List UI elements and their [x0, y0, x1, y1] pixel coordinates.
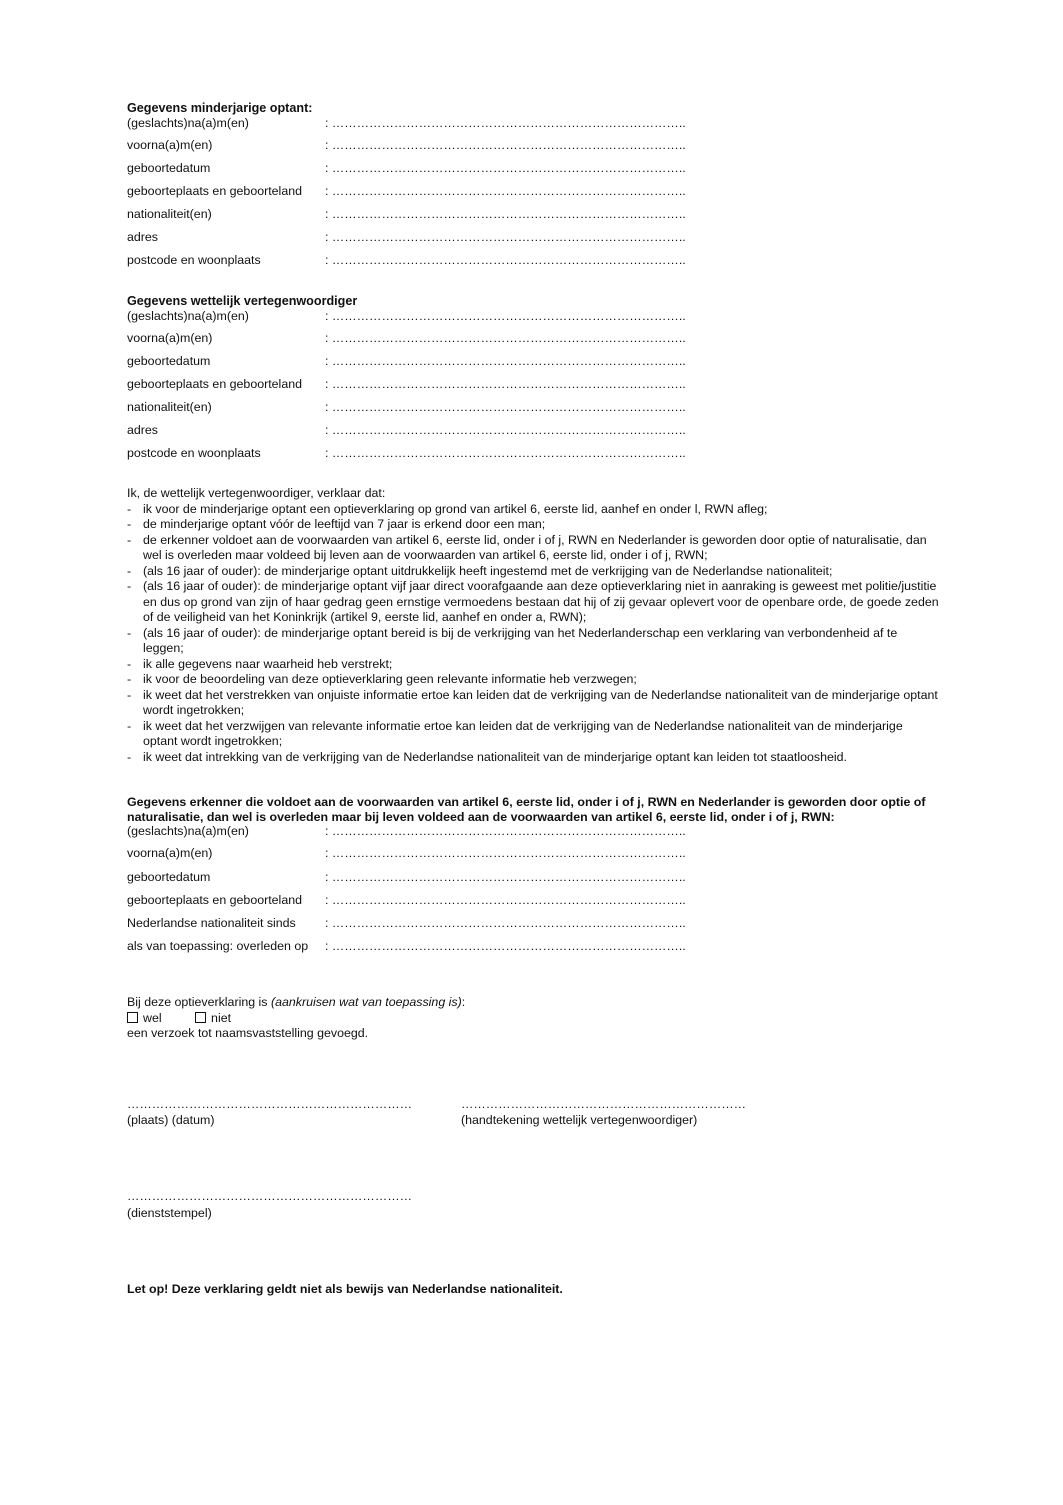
erk-field-firstnames[interactable]: [127, 846, 937, 869]
statement-item: - ik weet dat het verzwijgen van relevante informatie ertoe kan leiden dat de verkrijging van de Nederlandse nationaliteit van de minderjarige optant wordt ingetrokken;: [127, 719, 939, 750]
checkbox-wel-label: wel: [143, 1010, 162, 1025]
field-blank[interactable]: : …………………………………………………………………………..: [325, 138, 686, 152]
minor-field-firstnames[interactable]: [127, 138, 937, 161]
field-blank[interactable]: : …………………………………………………………………………..: [325, 869, 686, 884]
field-label: postcode en woonplaats: [127, 446, 261, 461]
minor-field-birthplace[interactable]: [127, 184, 937, 207]
statement-item: - ik voor de minderjarige optant een optieverklaring op grond van artikel 6, eerste lid, aanhef en onder l, RWN afleg;: [127, 502, 939, 518]
erk-field-deceased-on[interactable]: [127, 939, 937, 962]
place-date-signature-line[interactable]: ……………………………………………………………: [127, 1097, 412, 1111]
statement-item: - (als 16 jaar of ouder): de minderjarige optant vijf jaar direct voorafgaande aan deze optieverklaring niet in aanraking is geweest met politie/justitie en dus op grond van zijn of haar gedrag geen ernstige vermoedens bestaan dat hij of zij gevaar oplevert voor de openbare orde, de goede zeden of de veiligheid van het Koninkrijk (artikel 9, eerste lid, aanhef en onder a, RWN);: [127, 579, 939, 626]
statement-item: - ik alle gegevens naar waarheid heb verstrekt;: [127, 657, 939, 673]
field-blank[interactable]: : …………………………………………………………………………..: [325, 116, 686, 130]
statements-section: [127, 486, 939, 765]
field-blank[interactable]: : …………………………………………………………………………..: [325, 184, 686, 199]
field-label: geboortedatum: [127, 869, 211, 884]
field-blank[interactable]: : …………………………………………………………………………..: [325, 230, 686, 245]
field-blank[interactable]: : …………………………………………………………………………..: [325, 400, 686, 415]
field-blank[interactable]: : …………………………………………………………………………..: [325, 446, 686, 461]
field-label: (geslachts)na(a)m(en): [127, 116, 249, 130]
erk-field-nationality-since[interactable]: [127, 916, 937, 939]
statement-item: - de erkenner voldoet aan de voorwaarden van artikel 6, eerste lid, onder i of j, RWN en Nederlander is geworden door optie of naturalisatie, dan wel is overleden maar voldeed bij leven aan de voorwaarden van artikel 6, eerste lid, onder i of j, RWN;: [127, 533, 939, 564]
recognizer-section: [127, 795, 937, 962]
field-label: voorna(a)m(en): [127, 846, 213, 861]
rep-field-nationality[interactable]: [127, 400, 937, 423]
field-label: (geslachts)na(a)m(en): [127, 824, 249, 839]
statement-item: - ik weet dat het verstrekken van onjuiste informatie ertoe kan leiden dat de verkrijging van de Nederlandse nationaliteit van de minderjarige optant wordt ingetrokken;: [127, 688, 939, 719]
field-blank[interactable]: : …………………………………………………………………………..: [325, 915, 686, 930]
minor-field-postcode[interactable]: [127, 253, 937, 276]
field-label: adres: [127, 423, 158, 438]
field-blank[interactable]: : …………………………………………………………………………..: [325, 938, 686, 953]
field-label: adres: [127, 230, 158, 245]
field-label: geboortedatum: [127, 354, 211, 369]
checkbox-niet[interactable]: [195, 1011, 231, 1025]
erk-field-surname[interactable]: [127, 824, 937, 846]
statement-item: - (als 16 jaar of ouder): de minderjarige optant bereid is bij de verkrijging van het Nederlanderschap een verklaring van verbondenheid af te leggen;: [127, 626, 939, 657]
checkbox-icon[interactable]: [127, 1012, 138, 1023]
field-label: (geslachts)na(a)m(en): [127, 309, 249, 323]
field-label: geboorteplaats en geboorteland: [127, 184, 302, 199]
representative-signature-line[interactable]: ……………………………………………………………: [461, 1097, 746, 1111]
statement-item: - ik voor de beoordeling van deze optieverklaring geen relevante informatie heb verzwegen;: [127, 672, 939, 688]
minor-field-birthdate[interactable]: [127, 161, 937, 184]
field-blank[interactable]: : …………………………………………………………………………..: [325, 423, 686, 438]
option-suffix: :: [461, 995, 466, 1009]
field-blank[interactable]: : …………………………………………………………………………..: [325, 309, 686, 323]
checkbox-niet-label: niet: [211, 1010, 232, 1025]
field-label: als van toepassing: overleden op: [127, 938, 309, 953]
rep-field-birthplace[interactable]: [127, 377, 937, 400]
field-blank[interactable]: : …………………………………………………………………………..: [325, 161, 686, 176]
checkbox-icon[interactable]: [195, 1012, 206, 1023]
minor-section-title: Gegevens minderjarige optant:: [127, 101, 313, 115]
erk-field-birthdate[interactable]: [127, 870, 937, 893]
minor-field-surname[interactable]: [127, 116, 937, 138]
statement-item: - de minderjarige optant vóór de leeftijd van 7 jaar is erkend door een man;: [127, 517, 939, 533]
field-blank[interactable]: : …………………………………………………………………………..: [325, 253, 686, 268]
field-blank[interactable]: : …………………………………………………………………………..: [325, 377, 686, 392]
stamp-caption: (dienststempel): [127, 1206, 212, 1220]
field-label: nationaliteit(en): [127, 207, 212, 222]
minor-section: [127, 101, 937, 277]
representative-section: [127, 294, 937, 470]
field-blank[interactable]: : …………………………………………………………………………..: [325, 354, 686, 369]
rep-field-surname[interactable]: [127, 309, 937, 331]
field-label: geboorteplaats en geboorteland: [127, 377, 302, 392]
option-closing: een verzoek tot naamsvaststelling gevoegd.: [127, 1026, 369, 1040]
option-section: [127, 995, 937, 1042]
field-label: postcode en woonplaats: [127, 253, 261, 268]
place-date-caption: (plaats) (datum): [127, 1113, 215, 1127]
field-blank[interactable]: : …………………………………………………………………………..: [325, 892, 686, 907]
checkbox-wel[interactable]: [127, 1011, 162, 1025]
option-question: [127, 995, 937, 1011]
representative-signature-caption: (handtekening wettelijk vertegenwoordiger): [461, 1113, 698, 1127]
field-blank[interactable]: : …………………………………………………………………………..: [325, 846, 686, 861]
rep-field-address[interactable]: [127, 423, 937, 446]
statement-item: - (als 16 jaar of ouder): de minderjarige optant uitdrukkelijk heeft ingestemd met de verkrijging van de Nederlandse nationaliteit;: [127, 564, 939, 580]
field-label: geboortedatum: [127, 161, 211, 176]
erk-field-birthplace[interactable]: [127, 893, 937, 916]
statements-intro: Ik, de wettelijk vertegenwoordiger, verklaar dat:: [127, 486, 386, 500]
field-label: voorna(a)m(en): [127, 331, 213, 345]
footer-note: Let op! Deze verklaring geldt niet als bewijs van Nederlandse nationaliteit.: [127, 1282, 563, 1296]
field-blank[interactable]: : …………………………………………………………………………..: [325, 207, 686, 222]
statement-item: - ik weet dat intrekking van de verkrijging van de Nederlandse nationaliteit van de minderjarige optant kan leiden tot staatloosheid.: [127, 750, 939, 766]
recognizer-section-title: Gegevens erkenner die voldoet aan de voorwaarden van artikel 6, eerste lid, onder i of j, RWN en Nederlander is geworden door optie of naturalisatie, dan wel is overleden maar bij leven voldeed aan de voorwaarden van artikel 6, eerste lid, onder i of j, RWN:: [127, 795, 926, 824]
field-label: voorna(a)m(en): [127, 138, 213, 152]
option-prefix: Bij deze optieverklaring is: [127, 995, 271, 1009]
field-label: geboorteplaats en geboorteland: [127, 892, 302, 907]
minor-field-address[interactable]: [127, 230, 937, 253]
rep-field-postcode[interactable]: [127, 446, 937, 469]
option-choices: [127, 1011, 937, 1027]
rep-field-birthdate[interactable]: [127, 354, 937, 377]
field-blank[interactable]: : …………………………………………………………………………..: [325, 331, 686, 345]
rep-field-firstnames[interactable]: [127, 331, 937, 354]
representative-section-title: Gegevens wettelijk vertegenwoordiger: [127, 294, 358, 308]
statements-list: [127, 502, 939, 766]
minor-field-nationality[interactable]: [127, 207, 937, 230]
field-label: Nederlandse nationaliteit sinds: [127, 915, 296, 930]
stamp-line[interactable]: ……………………………………………………………: [127, 1189, 412, 1203]
option-instruction: (aankruisen wat van toepassing is): [270, 995, 462, 1009]
field-label: nationaliteit(en): [127, 400, 212, 415]
field-blank[interactable]: : …………………………………………………………………………..: [325, 824, 686, 839]
